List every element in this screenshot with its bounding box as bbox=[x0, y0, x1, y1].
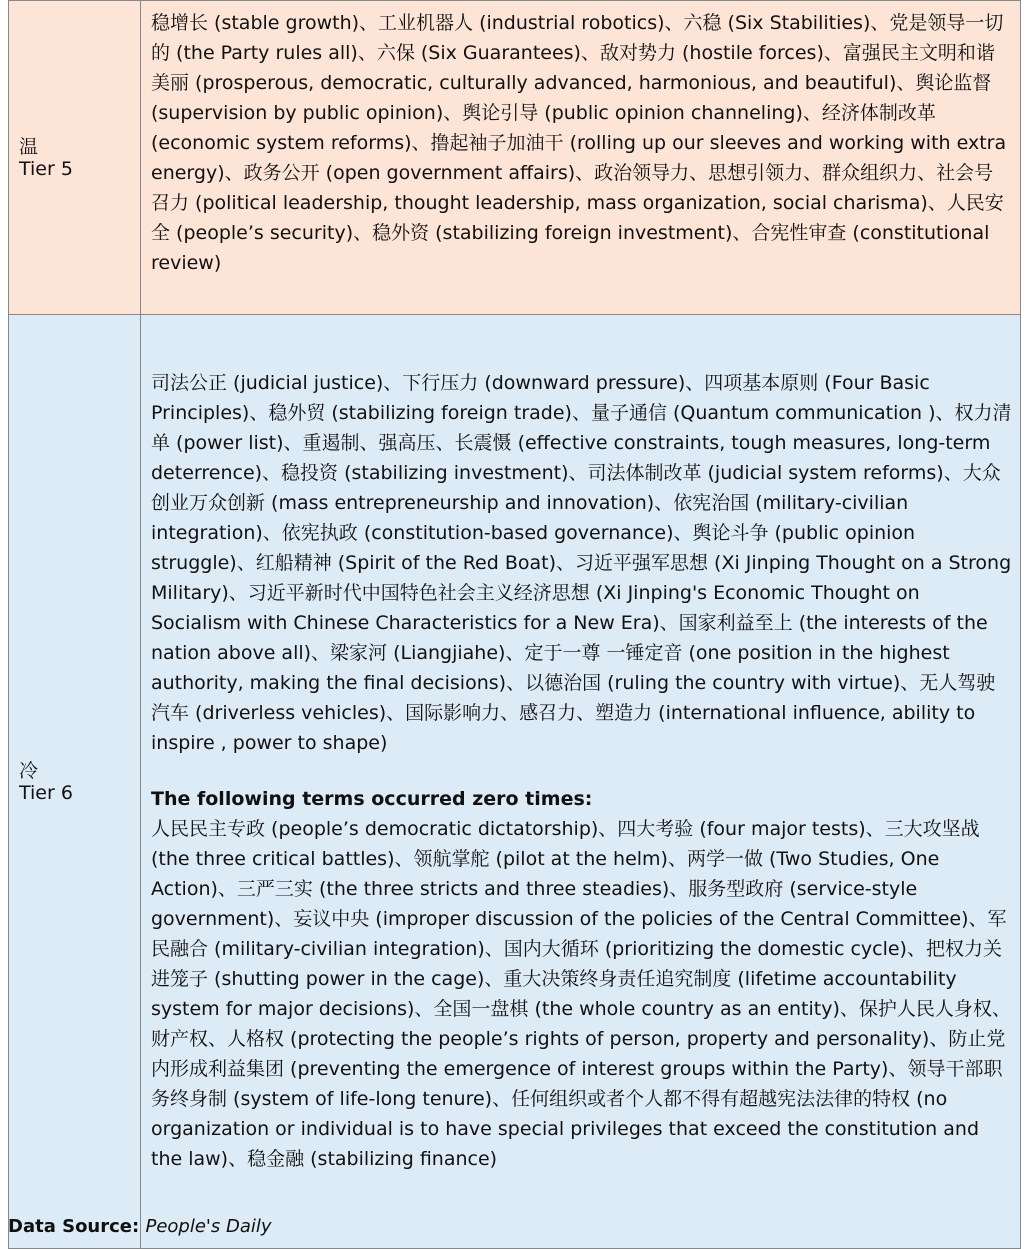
tier-char: 温 bbox=[19, 135, 39, 158]
tier-label-cell bbox=[9, 315, 141, 1249]
tier-char: 冷 bbox=[19, 759, 39, 782]
tier-terms: 稳增长 (stable growth)、工业机器人 (industrial robotics)、六稳 (Six Stabilities)、党是领导一切的 (the Party rules all)、六保 (Six Guarantees)、敌对势力 (hostile forces)、富强民主文明和谐美丽 (prosperous, democratic, culturally advanced, harmonious, and beautiful)、舆论监督 (supervision by public opinion)、舆论引导 (public opinion channeling)、经济体制改革 (economic system reforms)、撸起袖子加油干 (rolling up our sleeves and working with extra energy)、政务公开 (open government affairs)、政治领导力、思想引领力、群众组织力、社会号召力 (political leadership, thought leadership, mass organization, social charisma)、人民安全 (people’s security)、稳外资 (stabilizing foreign investment)、合宪性审查 (constitutional review) bbox=[151, 12, 1007, 274]
tier-label-cell bbox=[9, 1, 141, 315]
term-tier-table bbox=[8, 0, 1021, 1249]
zero-occurrence-terms: 人民民主专政 (people’s democratic dictatorship)、四大考验 (four major tests)、三大攻坚战 (the three critical battles)、领航掌舵 (pilot at the helm)、两学一做 (Two Studies, One Action)、三严三实 (the three stricts and three steadies)、服务型政府 (service-style government)、妄议中央 (improper discussion of the policies of the Central Committee)、军民融合 (military-civilian integration)、国内大循环 (prioritizing the domestic cycle)、把权力关进笼子 (shutting power in the cage)、重大决策终身责任追究制度 (lifetime accountability system for major decisions)、全国一盘棋 (the whole country as an entity)、保护人民人身权、财产权、人格权 (protecting the people’s rights of person, property and personality)、防止党内形成利益集团 (preventing the emergence of interest groups within the Party)、领导干部职务终身制 (system of life-long tenure)、任何组织或者个人都不得有超越宪法法律的特权 (no organization or individual is to have special privileges that exceed the constitution and the law)、稳金融 (stabilizing finance) bbox=[151, 818, 1011, 1170]
data-source-name: People's Daily bbox=[145, 1216, 272, 1237]
tier-row-6 bbox=[9, 315, 1021, 1249]
tier-terms-cell bbox=[141, 315, 1021, 1249]
tier-terms-cell bbox=[141, 1, 1021, 315]
data-source-footer bbox=[8, 1216, 272, 1238]
tier-name: Tier 5 bbox=[19, 157, 73, 180]
data-source-label: Data Source: bbox=[8, 1216, 140, 1237]
tier-name: Tier 6 bbox=[19, 781, 73, 804]
zero-occurrence-heading: The following terms occurred zero times: bbox=[151, 788, 593, 810]
tier-row-5 bbox=[9, 1, 1021, 315]
tier-terms: 司法公正 (judicial justice)、下行压力 (downward pressure)、四项基本原则 (Four Basic Principles)、稳外贸 (stabilizing foreign trade)、量子通信 (Quantum communication )、权力清单 (power list)、重遏制、强高压、长震慑 (effective constraints, tough measures, long-term deterrence)、稳投资 (stabilizing investment)、司法体制改革 (judicial system reforms)、大众创业万众创新 (mass entrepreneurship and innovation)、依宪治国 (military-civilian integration)、依宪执政 (constitution-based governance)、舆论斗争 (public opinion struggle)、红船精神 (Spirit of the Red Boat)、习近平强军思想 (Xi Jinping Thought on a Strong Military)、习近平新时代中国特色社会主义经济思想 (Xi Jinping's Economic Thought on Socialism with Chinese Characteristics for a New Era)、国家利益至上 (the interests of the nation above all)、梁家河 (Liangjiahe)、定于一尊 一锤定音 (one position in the highest authority, making the final decisions)、以德治国 (ruling the country with virtue)、无人驾驶汽车 (driverless vehicles)、国际影响力、感召力、塑造力 (international influence, ability to inspire , power to shape) bbox=[151, 372, 1012, 754]
